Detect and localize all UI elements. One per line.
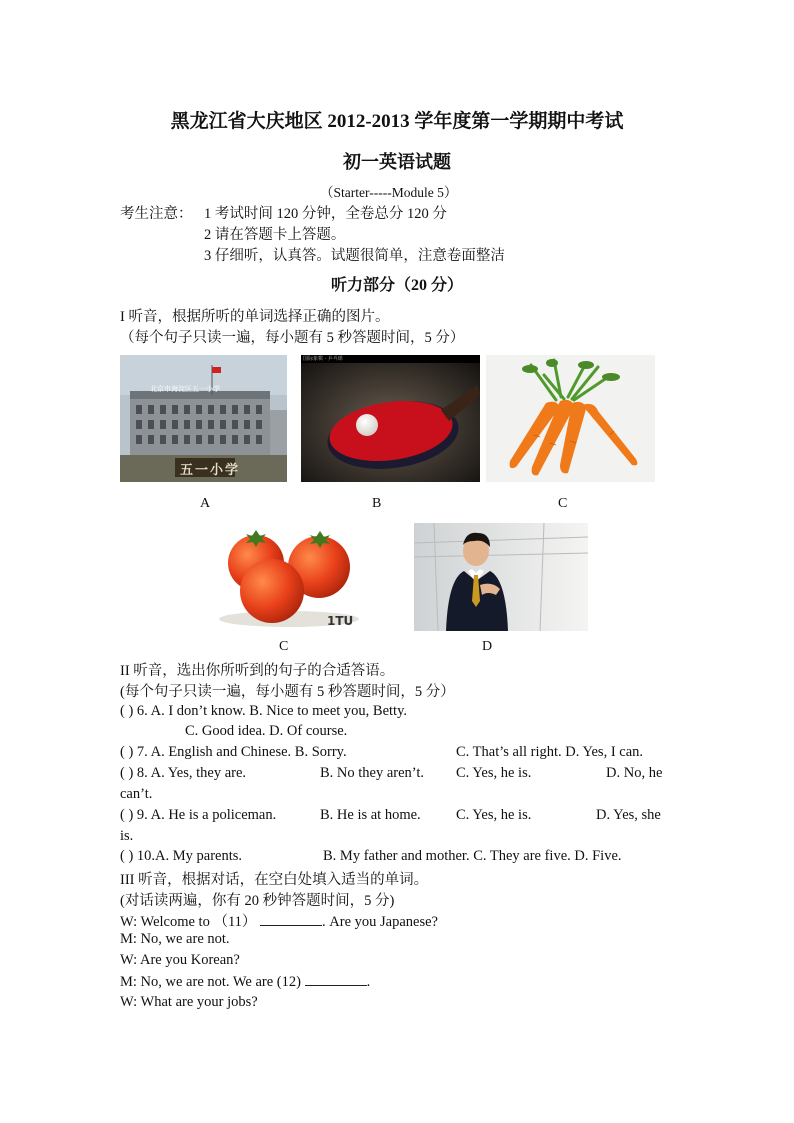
- section1-instruction: （每个句子只读一遍，每小题有 5 秒答题时间，5 分）: [120, 330, 465, 346]
- section3-heading: III 听音，根据对话，在空白处填入适当的单词。: [120, 872, 429, 888]
- image-label-d: D: [482, 639, 493, 654]
- question-9-wrap: is.: [120, 828, 134, 844]
- question-8-a: ( ) 8. A. Yes, they are.: [120, 765, 247, 781]
- section2-heading: II 听音，选出你所听到的句子的合适答语。: [120, 663, 395, 679]
- image-label-c: C: [558, 496, 568, 511]
- question-10-b: B. My father and mother. C. They are five. D. Five.: [323, 848, 622, 864]
- dialog-line-4: [120, 973, 370, 991]
- school-banner-text: 北京市海淀区五一小学: [150, 385, 220, 393]
- image-label-c2: C: [279, 639, 289, 654]
- listening-title: 听力部分（20 分）: [330, 277, 463, 294]
- school-image: [120, 355, 287, 482]
- school-sign-text: 五一小学: [180, 463, 241, 478]
- question-8-wrap: can’t.: [120, 786, 153, 802]
- notice-label: 考生注意：: [120, 206, 193, 222]
- dialog-line-2: M: No, we are not.: [120, 931, 230, 947]
- question-7: ( ) 7. A. English and Chinese. B. Sorry.: [120, 744, 347, 760]
- dialog-line-4-text: M: No, we are not. We are (12): [120, 974, 301, 990]
- dialog-line-5: W: What are your jobs?: [120, 994, 258, 1010]
- exam-range: （Starter-----Module 5）: [320, 185, 458, 200]
- dialog-line-1-end: . Are you Japanese?: [322, 914, 438, 930]
- dialog-line-3: W: Are you Korean?: [120, 952, 240, 968]
- man-in-suit-image: [414, 523, 588, 631]
- exam-subtitle: 初一英语试题: [343, 152, 451, 172]
- question-9-a: ( ) 9. A. He is a policeman.: [120, 807, 277, 823]
- question-8-c: C. Yes, he is.: [456, 765, 532, 781]
- dialog-line-4-end: .: [366, 974, 371, 990]
- image-label-a: A: [200, 496, 211, 511]
- section2-instruction: (每个句子只读一遍，每小题有 5 秒答题时间，5 分）: [120, 684, 455, 700]
- question-7-options: C. That’s all right. D. Yes, I can.: [456, 744, 644, 760]
- question-8-d: D. No, he: [606, 765, 663, 781]
- exam-title: 黑龙江省大庆地区 2012-2013 学年度第一学期期中考试: [170, 111, 624, 132]
- dialog-line-1-text: W: Welcome to （11）: [120, 914, 257, 930]
- dialog-line-1: [120, 910, 438, 931]
- ping-pong-image: [301, 355, 480, 482]
- carrots-image: [486, 355, 655, 482]
- question-10-a: ( ) 10.A. My parents.: [120, 848, 243, 864]
- image-label-b: B: [372, 496, 382, 511]
- tomatoes-image: [204, 519, 372, 631]
- ping-pong-caption: 国际象棋 · 乒乓球: [303, 356, 343, 362]
- question-6-options: C. Good idea. D. Of course.: [185, 723, 348, 739]
- question-8-b: B. No they aren’t.: [320, 765, 425, 781]
- section3-instruction: (对话读两遍，你有 20 秒钟答题时间，5 分): [120, 893, 395, 909]
- tomatoes-logo: 1TU: [327, 614, 354, 628]
- notice-item-2: 2 请在答题卡上答题。: [204, 227, 346, 243]
- question-9-d: D. Yes, she: [596, 807, 661, 823]
- question-9-b: B. He is at home.: [320, 807, 421, 823]
- question-9-c: C. Yes, he is.: [456, 807, 532, 823]
- blank-12[interactable]: [305, 973, 367, 986]
- section1-heading: I 听音，根据所听的单词选择正确的图片。: [120, 309, 390, 325]
- notice-item-1: 1 考试时间 120 分钟，全卷总分 120 分: [204, 206, 447, 222]
- notice-item-3: 3 仔细听，认真答。试题很简单，注意卷面整洁: [204, 248, 505, 264]
- question-6: ( ) 6. A. I don’t know. B. Nice to meet you, Betty.: [120, 703, 408, 719]
- blank-11[interactable]: [260, 913, 322, 926]
